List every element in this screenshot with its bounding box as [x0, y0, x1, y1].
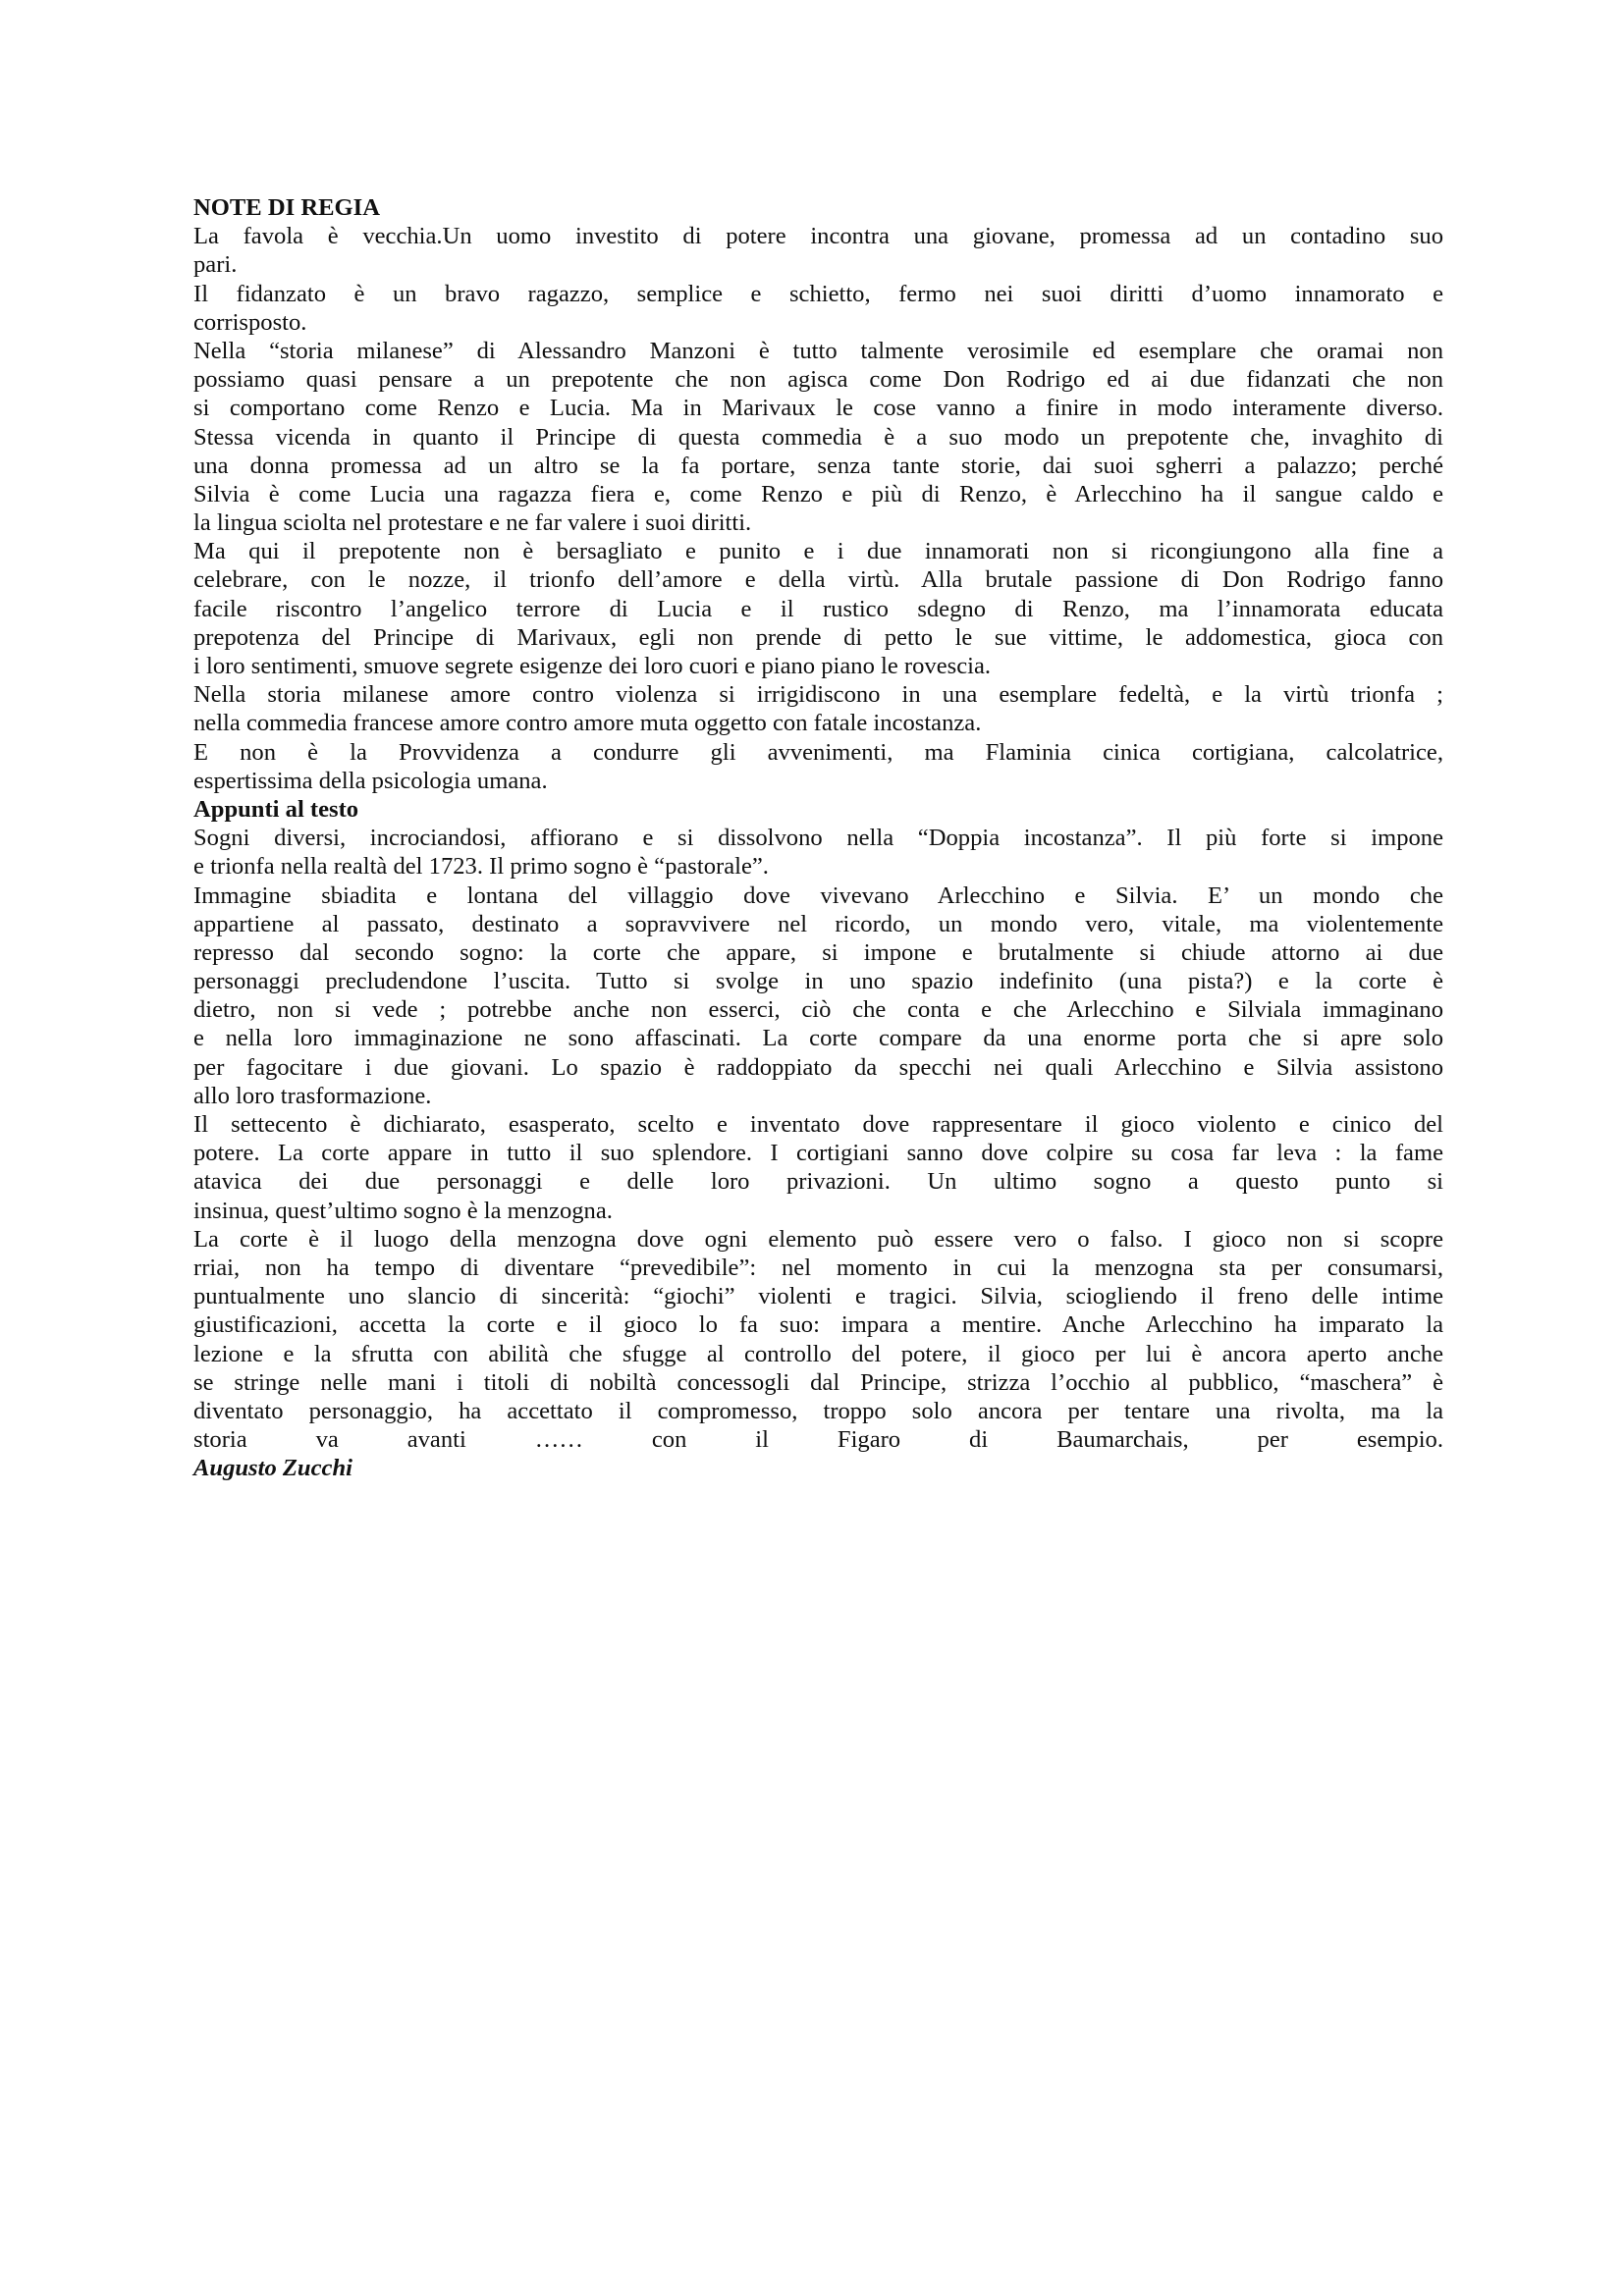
- text-line: lezione e la sfrutta con abilità che sfugge al controllo del potere, il gioco per lui è ancora aperto anche: [193, 1340, 1443, 1367]
- text-line: se stringe nelle mani i titoli di nobiltà concessogli dal Principe, strizza l’occhio al pubblico, “maschera” è: [193, 1368, 1443, 1396]
- text-line: la lingua sciolta nel protestare e ne far valere i suoi diritti.: [193, 509, 752, 537]
- text-line: Il fidanzato è un bravo ragazzo, semplice e schietto, fermo nei suoi diritti d’uomo innamorato e: [193, 280, 1443, 307]
- text-line: si comportano come Renzo e Lucia. Ma in Marivaux le cose vanno a finire in modo interamente diverso.: [193, 395, 1443, 422]
- text-line: per fagocitare i due giovani. Lo spazio è raddoppiato da specchi nei quali Arlecchino e Silvia assistono: [193, 1053, 1443, 1081]
- text-line: Ma qui il prepotente non è bersagliato e punito e i due innamorati non si ricongiungono alla fine a: [193, 538, 1443, 565]
- section-appunti-al-testo: [193, 824, 1443, 1454]
- text-line: Nella “storia milanese” di Alessandro Manzoni è tutto talmente verosimile ed esemplare che oramai non: [193, 337, 1443, 364]
- text-line: facile riscontro l’angelico terrore di Lucia e il rustico sdegno di Renzo, ma l’innamorata educata: [193, 595, 1443, 622]
- text-line: Silvia è come Lucia una ragazza fiera e, come Renzo e più di Renzo, è Arlecchino ha il sangue caldo e: [193, 480, 1443, 507]
- text-line: appartiene al passato, destinato a sopravvivere nel ricordo, un mondo vero, vitale, ma violentemente: [193, 910, 1443, 937]
- text-line: storia va avanti …… con il Figaro di Baumarchais, per esempio.: [193, 1426, 1443, 1454]
- section-note-di-regia: [193, 222, 1443, 795]
- text-line: dietro, non si vede ; potrebbe anche non esserci, ciò che conta e che Arlecchino e Silviala immaginano: [193, 996, 1443, 1024]
- text-line: puntualmente uno slancio di sincerità: “giochi” violenti e tragici. Silvia, sciogliendo il freno delle intime: [193, 1283, 1443, 1310]
- text-line: Nella storia milanese amore contro violenza si irrigidiscono in una esemplare fedeltà, e la virtù trionfa ;: [193, 681, 1443, 709]
- text-line: nella commedia francese amore contro amore muta oggetto con fatale incostanza.: [193, 710, 982, 737]
- text-line: atavica dei due personaggi e delle loro privazioni. Un ultimo sogno a questo punto si: [193, 1168, 1443, 1196]
- text-line: i loro sentimenti, smuove segrete esigenze dei loro cuori e piano piano le rovescia.: [193, 653, 992, 679]
- text-line: Immagine sbiadita e lontana del villaggio dove vivevano Arlecchino e Silvia. E’ un mondo che: [193, 881, 1443, 909]
- author-signature: Augusto Zucchi: [193, 1455, 352, 1482]
- text-line: celebrare, con le nozze, il trionfo dell’amore e della virtù. Alla brutale passione di Don Rodrigo fanno: [193, 566, 1443, 594]
- text-line: personaggi precludendone l’uscita. Tutto si svolge in uno spazio indefinito (una pista?) e la corte è: [193, 968, 1443, 995]
- text-line: La favola è vecchia.Un uomo investito di potere incontra una giovane, promessa ad un contadino suo: [193, 223, 1443, 250]
- text-line: giustificazioni, accetta la corte e il gioco lo fa suo: impara a mentire. Anche Arlecchino ha imparato la: [193, 1311, 1443, 1339]
- text-line: E non è la Provvidenza a condurre gli avvenimenti, ma Flaminia cinica cortigiana, calcolatrice,: [193, 738, 1443, 766]
- text-line: una donna promessa ad un altro se la fa portare, senza tante storie, dai suoi sgherri a palazzo; perché: [193, 452, 1443, 479]
- section-subtitle: Appunti al testo: [193, 795, 359, 823]
- text-line: allo loro trasformazione.: [193, 1082, 432, 1109]
- text-line: represso dal secondo sogno: la corte che appare, si impone e brutalmente si chiude attorno ai due: [193, 938, 1443, 966]
- text-line: La corte è il luogo della menzogna dove ogni elemento può essere vero o falso. I gioco non si scopre: [193, 1225, 1443, 1253]
- document-page: [193, 193, 1443, 1482]
- text-line: e trionfa nella realtà del 1723. Il primo sogno è “pastorale”.: [193, 853, 769, 881]
- document-title: NOTE DI REGIA: [193, 194, 380, 221]
- text-line: possiamo quasi pensare a un prepotente che non agisca come Don Rodrigo ed ai due fidanzati che non: [193, 366, 1443, 394]
- text-line: insinua, quest’ultimo sogno è la menzogna.: [193, 1197, 613, 1224]
- text-line: corrisposto.: [193, 308, 307, 336]
- text-line: espertissima della psicologia umana.: [193, 767, 548, 794]
- text-line: potere. La corte appare in tutto il suo splendore. I cortigiani sanno dove colpire su cosa far leva : la fame: [193, 1140, 1443, 1167]
- text-line: rriai, non ha tempo di diventare “prevedibile”: nel momento in cui la menzogna sta per consumarsi,: [193, 1254, 1443, 1281]
- text-line: diventato personaggio, ha accettato il compromesso, troppo solo ancora per tentare una rivolta, ma la: [193, 1397, 1443, 1424]
- text-line: Stessa vicenda in quanto il Principe di questa commedia è a suo modo un prepotente che, invaghito di: [193, 423, 1443, 451]
- text-line: pari.: [193, 251, 238, 279]
- text-line: Sogni diversi, incrociandosi, affiorano e si dissolvono nella “Doppia incostanza”. Il più forte si impone: [193, 825, 1443, 852]
- text-line: Il settecento è dichiarato, esasperato, scelto e inventato dove rappresentare il gioco violento e cinico del: [193, 1111, 1443, 1138]
- text-line: e nella loro immaginazione ne sono affascinati. La corte compare da una enorme porta che si apre solo: [193, 1025, 1443, 1052]
- text-line: prepotenza del Principe di Marivaux, egli non prende di petto le sue vittime, le addomestica, gioca con: [193, 623, 1443, 651]
